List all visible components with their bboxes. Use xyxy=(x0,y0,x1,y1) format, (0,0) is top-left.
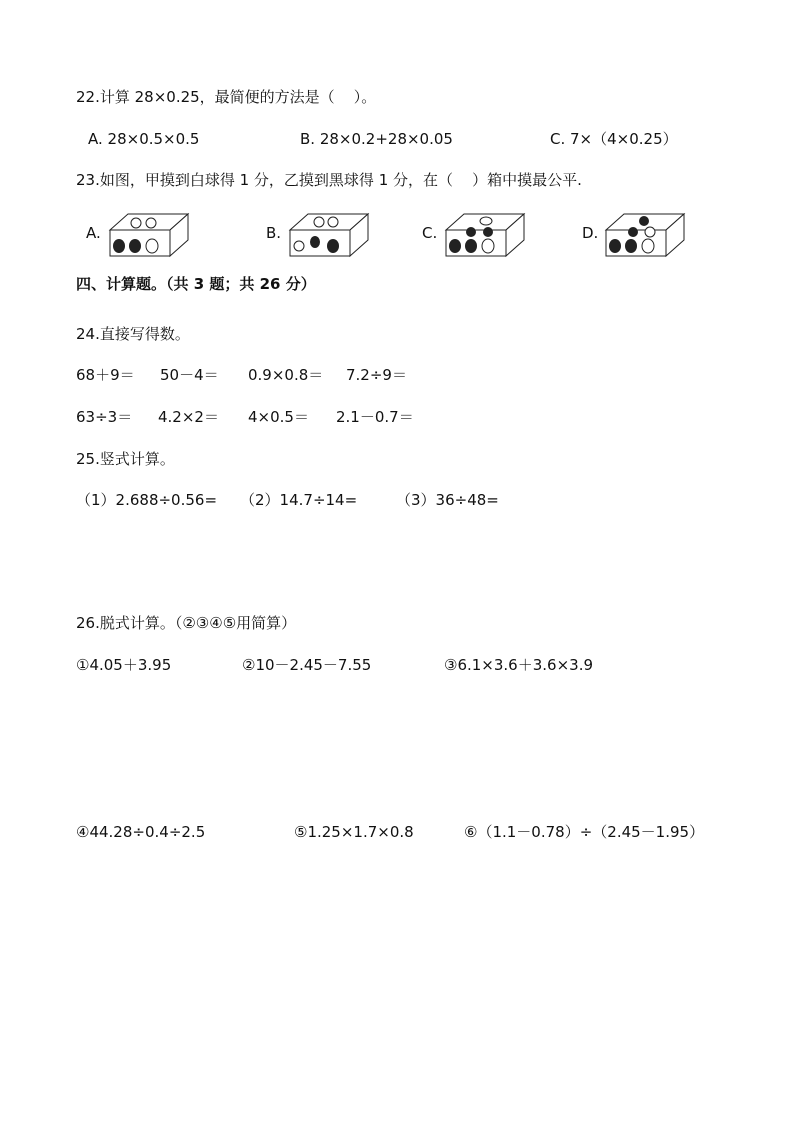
q26-item-5: ⑤1.25×1.7×0.8 xyxy=(294,823,414,841)
q24-r1-c4: 7.2÷9＝ xyxy=(346,366,407,384)
q23-box-d xyxy=(600,210,690,258)
q24-r2-c3: 4×0.5＝ xyxy=(248,408,309,426)
q26-title: 26.脱式计算。（②③④⑤用简算） xyxy=(76,614,297,632)
q24-r2-c2: 4.2×2＝ xyxy=(158,408,219,426)
q25-item-3: （3）36÷48= xyxy=(396,491,499,509)
q23-box-c xyxy=(440,210,530,258)
q23-option-a-label: A. xyxy=(86,224,101,242)
q26-item-2: ②10－2.45－7.55 xyxy=(242,656,372,674)
q26-item-6: ⑥（1.1－0.78）÷（2.45－1.95） xyxy=(464,823,705,841)
q24-r2-c1: 63÷3＝ xyxy=(76,408,133,426)
q24-r1-c3: 0.9×0.8＝ xyxy=(248,366,324,384)
q23-option-c-label: C. xyxy=(422,224,438,242)
q26-item-3: ③6.1×3.6＋3.6×3.9 xyxy=(444,656,594,674)
q24-r1-c1: 68＋9＝ xyxy=(76,366,135,384)
q25-title: 25.竖式计算。 xyxy=(76,450,175,468)
q25-item-2: （2）14.7÷14= xyxy=(240,491,358,509)
q23-option-b-label: B. xyxy=(266,224,282,242)
q26-item-1: ①4.05＋3.95 xyxy=(76,656,172,674)
q23-box-b xyxy=(284,210,374,258)
q23-question: 23.如图，甲摸到白球得 1 分，乙摸到黑球得 1 分，在（ ）箱中摸最公平. xyxy=(76,171,582,189)
q24-r1-c2: 50－4＝ xyxy=(160,366,219,384)
q23-box-a xyxy=(104,210,194,258)
q23-option-d-label: D. xyxy=(582,224,599,242)
q22-option-a: A. 28×0.5×0.5 xyxy=(88,130,200,148)
q22-option-b: B. 28×0.2+28×0.05 xyxy=(300,130,453,148)
section-4-title: 四、计算题。（共 3 题；共 26 分） xyxy=(76,275,316,293)
q24-r2-c4: 2.1－0.7＝ xyxy=(336,408,414,426)
q25-item-1: （1）2.688÷0.56= xyxy=(76,491,218,509)
q24-title: 24.直接写得数。 xyxy=(76,325,190,343)
q26-item-4: ④44.28÷0.4÷2.5 xyxy=(76,823,206,841)
q22-option-c: C. 7×（4×0.25） xyxy=(550,130,678,148)
q22-question: 22.计算 28×0.25，最简便的方法是（ ）。 xyxy=(76,88,377,106)
